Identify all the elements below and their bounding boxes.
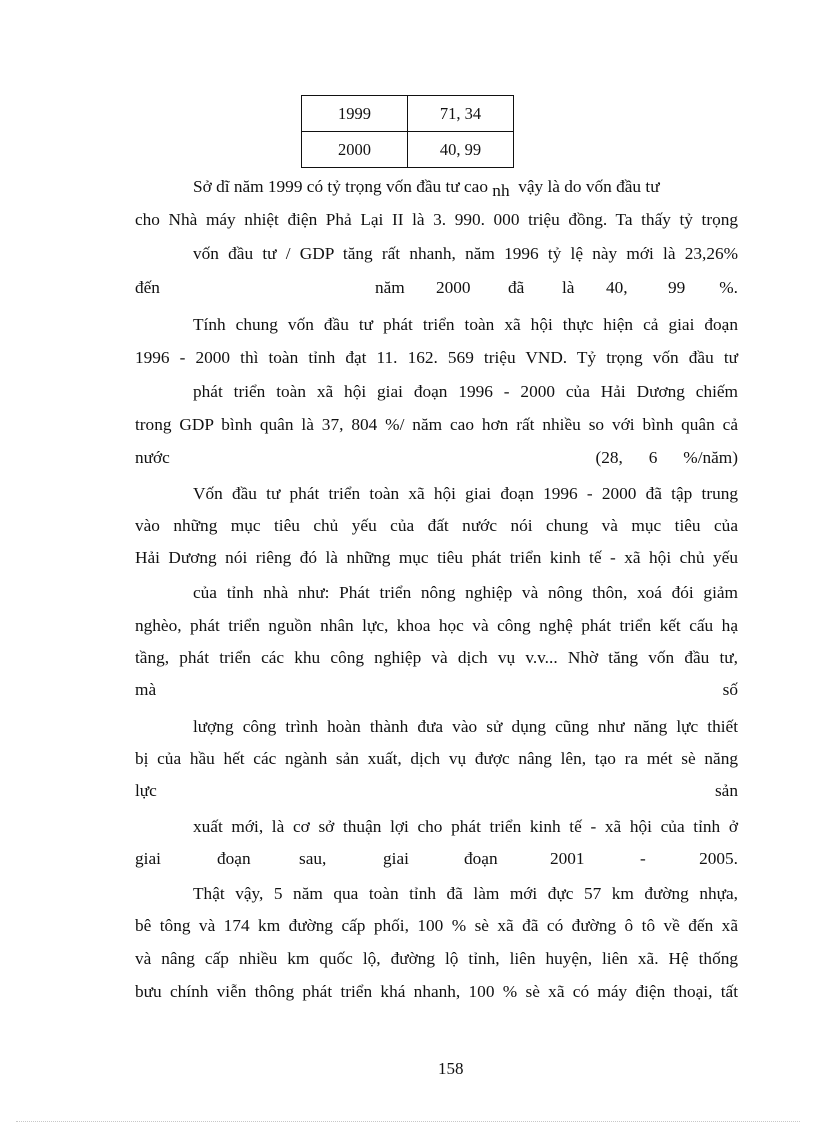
text-segment: Sở dĩ năm 1999 có tỷ trọng vốn đầu tư cao [193,177,493,196]
text-segment: 2005. [699,849,738,868]
text-line: lượng công trình hoàn thành đưa vào sử dụng cũng như năng lực thiết [193,717,738,736]
text-line: Hải Dương nói riêng đó là những mục tiêu phát triển kinh tế - xã hội chủ yếu [135,548,738,567]
text-segment: - [640,849,646,868]
table-cell-value: 71, 34 [408,96,514,132]
text-line: và nâng cấp nhiều km quốc lộ, đường lộ tỉnh, liên huyện, liên xã. Hệ thống [135,949,738,968]
text-segment: 40, [606,278,628,297]
text-segment: số [722,680,738,699]
text-segment: 99 [668,278,686,297]
text-line [193,175,738,199]
page-number: 158 [438,1059,464,1078]
text-line [135,779,738,803]
text-segment: đến [135,278,160,297]
text-line: bưu chính viễn thông phát triển khá nhanh, 100 % sè xã có máy điện thoại, tất [135,982,738,1001]
text-segment: năm [375,278,405,297]
text-segment: lực [135,781,157,800]
text-segment: giai [383,849,409,868]
text-line: bê tông và 174 km đường cấp phối, 100 % sè xã đã có đường ô tô về đến xã [135,916,738,935]
text-line: Thật vậy, 5 năm qua toàn tỉnh đã làm mới đực 57 km đường nhựa, [193,884,738,903]
text-line: vào những mục tiêu chủ yếu của đất nước nói chung và mục tiêu của [135,516,738,535]
text-line: cho Nhà máy nhiệt điện Phả Lại II là 3. 990. 000 triệu đồng. Ta thấy tỷ trọng [135,210,738,229]
text-line [135,276,738,300]
text-line: Vốn đầu tư phát triển toàn xã hội giai đoạn 1996 - 2000 đã tập trung [193,484,738,503]
text-segment: đoạn [217,849,251,868]
text-line [135,446,738,470]
text-segment: sản [714,781,738,800]
text-line: của tỉnh nhà như: Phát triển nông nghiệp và nông thôn, xoá đói giảm [193,583,738,602]
text-segment: giai [135,849,161,868]
text-segment: nh [492,181,510,200]
text-segment: mà [135,680,157,699]
text-segment: đoạn [464,849,498,868]
text-line [135,678,738,702]
text-line: nghèo, phát triển nguồn nhân lực, khoa học và công nghệ phát triển kết cấu hạ [135,616,738,635]
text-line: Tính chung vốn đầu tư phát triển toàn xã hội thực hiện cả giai đoạn [193,315,738,334]
table-cell-year: 2000 [302,132,408,168]
investment-ratio-table [301,95,514,168]
page-bottom-divider [16,1121,800,1122]
table-row [302,96,514,132]
text-line: 1996 - 2000 thì toàn tỉnh đạt 11. 162. 569 triệu VND. Tỷ trọng vốn đầu tư [135,348,738,367]
text-segment: đã [508,278,525,297]
text-line: phát triển toàn xã hội giai đoạn 1996 - 2000 của Hải Dương chiếm [193,382,738,401]
text-segment: sau, [299,849,327,868]
text-line: trong GDP bình quân là 37, 804 %/ năm cao hơn rất nhiều so với bình quân cả [135,415,738,434]
text-segment: nước [135,448,170,467]
text-segment: vậy là do vốn đầu tư [509,177,660,196]
text-line: vốn đầu tư / GDP tăng rất nhanh, năm 1996 tỷ lệ này mới là 23,26% [193,244,738,263]
text-segment: 2001 [550,849,585,868]
text-segment: 2000 [436,278,471,297]
table-cell-year: 1999 [302,96,408,132]
text-segment: (28, 6 %/năm) [595,448,738,467]
text-line: tầng, phát triển các khu công nghiệp và dịch vụ v.v... Nhờ tăng vốn đầu tư, [135,648,738,667]
text-line: xuất mới, là cơ sở thuận lợi cho phát triển kinh tế - xã hội của tỉnh ở [193,817,738,836]
text-line [135,847,738,871]
table-row [302,132,514,168]
text-line: bị của hầu hết các ngành sản xuất, dịch vụ được nâng lên, tạo ra mét sè năng [135,749,738,768]
text-segment: %. [719,278,738,297]
table-cell-value: 40, 99 [408,132,514,168]
text-segment: là [562,278,575,297]
